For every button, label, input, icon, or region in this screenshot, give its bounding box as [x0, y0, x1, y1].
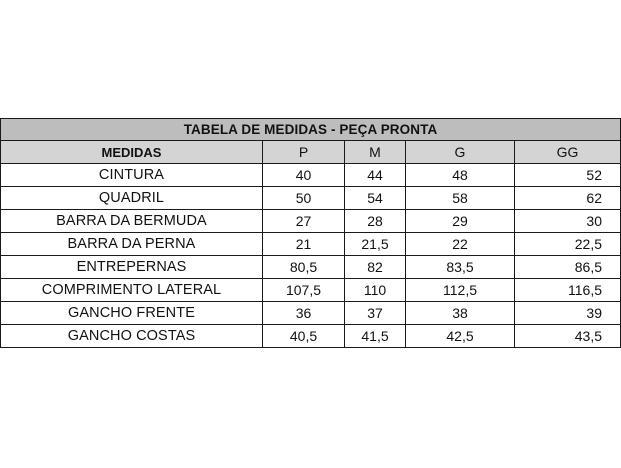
value-cell: 43,5	[515, 325, 621, 348]
value-cell: 22,5	[515, 233, 621, 256]
table-title: TABELA DE MEDIDAS - PEÇA PRONTA	[1, 119, 621, 141]
value-cell: 58	[406, 187, 515, 210]
value-cell: 86,5	[515, 256, 621, 279]
value-cell: 38	[406, 302, 515, 325]
header-size-g: G	[406, 141, 515, 164]
value-cell: 80,5	[263, 256, 345, 279]
value-cell: 37	[345, 302, 406, 325]
row-label: BARRA DA PERNA	[1, 233, 263, 256]
value-cell: 116,5	[515, 279, 621, 302]
table-row	[1, 325, 621, 348]
value-cell: 82	[345, 256, 406, 279]
header-size-m: M	[345, 141, 406, 164]
value-cell: 112,5	[406, 279, 515, 302]
row-label: ENTREPERNAS	[1, 256, 263, 279]
header-size-gg: GG	[515, 141, 621, 164]
value-cell: 27	[263, 210, 345, 233]
table-row	[1, 164, 621, 187]
value-cell: 39	[515, 302, 621, 325]
table-title-row	[1, 119, 621, 141]
header-medidas: MEDIDAS	[1, 141, 263, 164]
value-cell: 110	[345, 279, 406, 302]
table-row	[1, 187, 621, 210]
value-cell: 40,5	[263, 325, 345, 348]
table-row	[1, 233, 621, 256]
value-cell: 107,5	[263, 279, 345, 302]
value-cell: 52	[515, 164, 621, 187]
value-cell: 54	[345, 187, 406, 210]
value-cell: 21,5	[345, 233, 406, 256]
value-cell: 48	[406, 164, 515, 187]
table-row	[1, 302, 621, 325]
value-cell: 29	[406, 210, 515, 233]
table-row	[1, 279, 621, 302]
value-cell: 22	[406, 233, 515, 256]
value-cell: 83,5	[406, 256, 515, 279]
row-label: COMPRIMENTO LATERAL	[1, 279, 263, 302]
table-row	[1, 210, 621, 233]
value-cell: 41,5	[345, 325, 406, 348]
row-label: BARRA DA BERMUDA	[1, 210, 263, 233]
value-cell: 50	[263, 187, 345, 210]
row-label: CINTURA	[1, 164, 263, 187]
value-cell: 36	[263, 302, 345, 325]
value-cell: 40	[263, 164, 345, 187]
value-cell: 62	[515, 187, 621, 210]
row-label: GANCHO COSTAS	[1, 325, 263, 348]
row-label: GANCHO FRENTE	[1, 302, 263, 325]
value-cell: 44	[345, 164, 406, 187]
value-cell: 21	[263, 233, 345, 256]
table-header-row	[1, 141, 621, 164]
row-label: QUADRIL	[1, 187, 263, 210]
value-cell: 30	[515, 210, 621, 233]
table-row	[1, 256, 621, 279]
size-chart	[0, 118, 600, 348]
value-cell: 42,5	[406, 325, 515, 348]
header-size-p: P	[263, 141, 345, 164]
measurements-table	[0, 118, 621, 348]
value-cell: 28	[345, 210, 406, 233]
